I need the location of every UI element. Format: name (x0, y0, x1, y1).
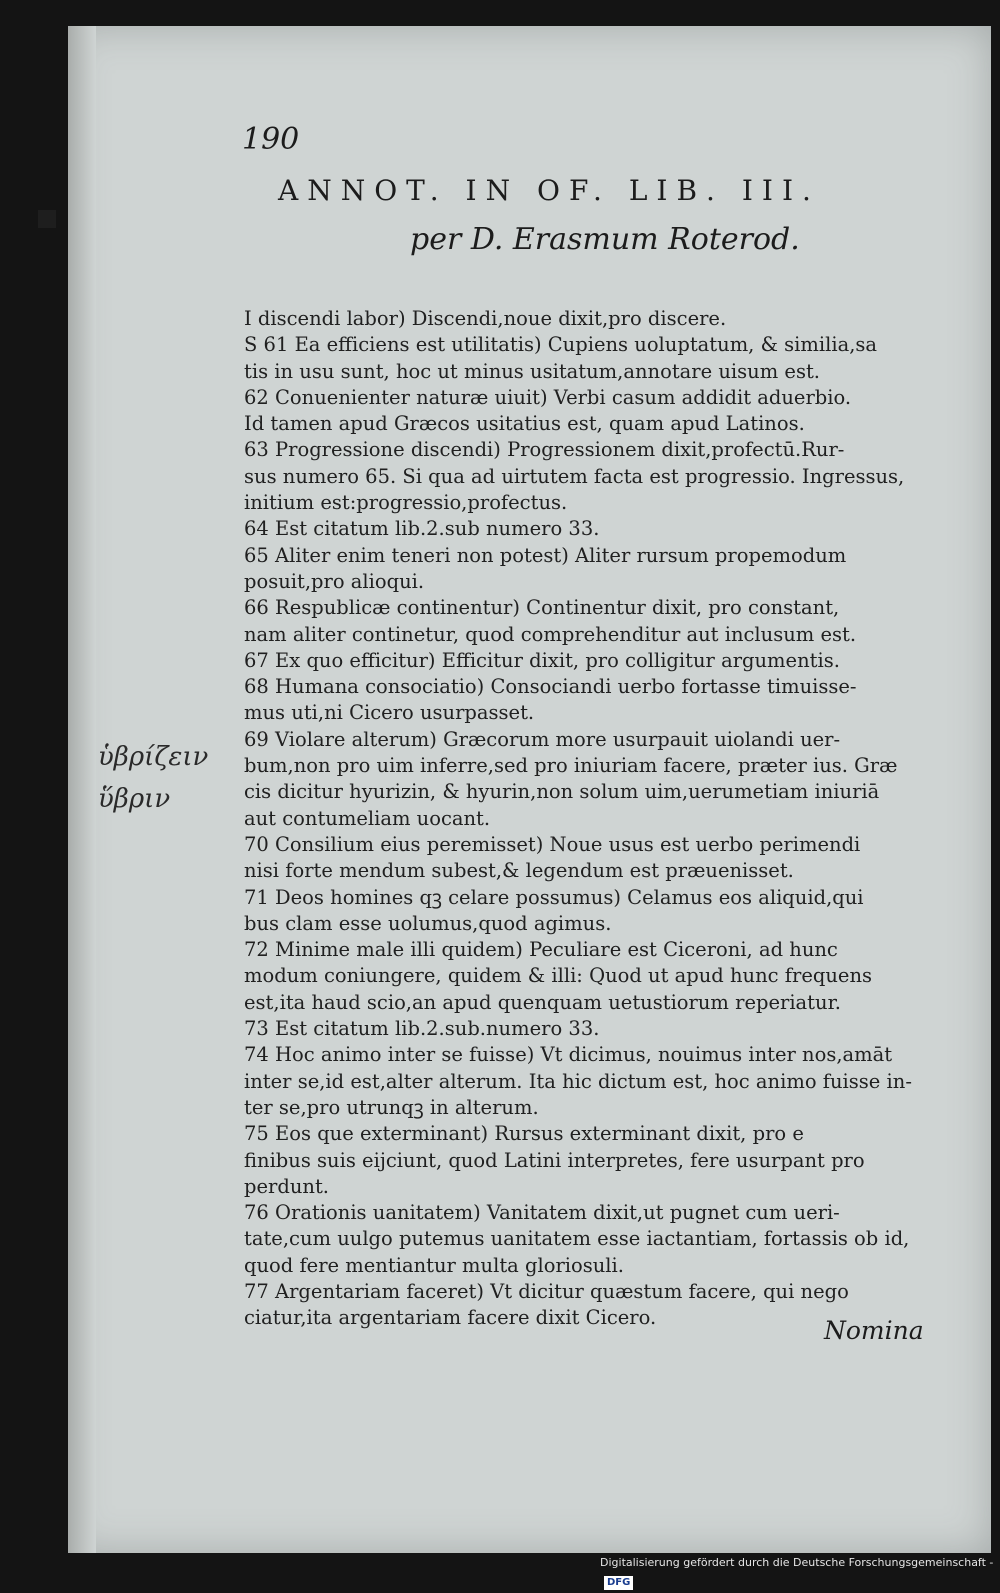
text-line: 65 Aliter enim teneri non potest) Aliter rursum propemodum (244, 543, 847, 567)
dfg-logo: DFG (604, 1576, 633, 1590)
text-line: 64 Est citatum lib.2.sub numero 33. (244, 517, 600, 541)
text-line: 71 Deos homines qꝫ celare possumus) Celamus eos aliquid,qui (244, 885, 864, 909)
text-line: 69 Violare alterum) Græcorum more usurpauit uiolandi uer- (244, 727, 841, 751)
ink-mark (38, 210, 56, 228)
text-line: 74 Hoc animo inter se fuisse) Vt dicimus, nouimus inter nos,amāt (244, 1043, 893, 1067)
text-line: ter se,pro utrunqꝫ in alterum. (244, 1095, 539, 1119)
text-line: I discendi labor) Discendi,noue dixit,pro discere. (244, 307, 727, 330)
text-line: 73 Est citatum lib.2.sub.numero 33. (244, 1017, 600, 1041)
text-line: tate,cum uulgo putemus uanitatem esse iactantiam, fortassis ob id, (244, 1227, 910, 1251)
text-line: finibus suis eijciunt, quod Latini interpretes, fere usurpant pro (244, 1148, 865, 1172)
text-line: modum coniungere, quidem & illi: Quod ut apud hunc frequens (244, 964, 873, 988)
text-line: Id tamen apud Græcos usitatius est, quam apud Latinos. (244, 412, 805, 436)
digitization-footer (600, 1553, 1000, 1588)
text-line: cis dicitur hyurizin, & hyurin,non solum uim,uerumetiam iniuriā (244, 780, 880, 804)
text-line: 68 Humana consociatio) Consociandi uerbo fortasse timuisse- (244, 675, 857, 699)
text-line: inter se,id est,alter alterum. Ita hic dictum est, hoc animo fuisse in- (244, 1069, 912, 1093)
text-line: 63 Progressione discendi) Progressionem dixit,profectū.Rur- (244, 438, 845, 462)
book-page (68, 26, 991, 1553)
text-line: bus clam esse uolumus,quod agimus. (244, 911, 612, 935)
page-number: 190 (242, 122, 300, 157)
text-line: ciatur,ita argentariam facere dixit Cicero. (244, 1306, 657, 1330)
text-line: initium est:progressio,profectus. (244, 491, 568, 515)
footer-text: Digitalisierung gefördert durch die Deutsche Forschungsgemeinschaft - (600, 1556, 994, 1569)
text-line: perdunt. (244, 1174, 329, 1198)
running-head: ANNOT. IN OF. LIB. III. (278, 174, 820, 207)
text-line: 66 Respublicæ continentur) Continentur dixit, pro constant, (244, 596, 840, 620)
text-line: nisi forte mendum subest,& legendum est præuenisset. (244, 859, 794, 883)
text-line: 67 Ex quo efficitur) Efficitur dixit, pro colligitur argumentis. (244, 648, 840, 672)
page-gutter-shadow (68, 26, 96, 1553)
text-line: 77 Argentariam faceret) Vt dicitur quæstum facere, qui nego (244, 1279, 849, 1303)
text-line: 72 Minime male illi quidem) Peculiare est Ciceroni, ad hunc (244, 938, 838, 962)
text-line: bum,non pro uim inferre,sed pro iniuriam facere, præter ius. Græ (244, 754, 898, 778)
body-text (244, 306, 934, 1332)
text-line: est,ita haud scio,an apud quenquam uetustiorum reperiatur. (244, 990, 841, 1014)
marginal-note: ὕβριν (98, 784, 171, 814)
text-line: aut contumeliam uocant. (244, 806, 491, 830)
marginal-note: ὑβρίζειν (98, 742, 209, 772)
text-line: S 61 Ea efficiens est utilitatis) Cupiens uoluptatum, & similia,sa (244, 333, 878, 357)
text-line: 62 Conuenienter naturæ uiuit) Verbi casum addidit aduerbio. (244, 385, 852, 409)
text-line: sus numero 65. Si qua ad uirtutem facta est progressio. Ingressus, (244, 464, 905, 488)
text-line: tis in usu sunt, hoc ut minus usitatum,annotare uisum est. (244, 359, 821, 383)
text-line: 70 Consilium eius peremisset) Noue usus est uerbo perimendi (244, 832, 861, 856)
text-line: quod fere mentiantur multa gloriosuli. (244, 1253, 624, 1277)
text-line: 75 Eos que exterminant) Rursus exterminant dixit, pro e (244, 1122, 804, 1146)
text-line: nam aliter continetur, quod comprehenditur aut inclusum est. (244, 622, 857, 646)
subtitle: per D. Erasmum Roterod. (410, 222, 800, 257)
text-line: mus uti,ni Cicero usurpasset. (244, 701, 535, 725)
catchword: Nomina (824, 1316, 924, 1345)
text-line: posuit,pro alioqui. (244, 569, 425, 593)
text-line: 76 Orationis uanitatem) Vanitatem dixit,ut pugnet cum ueri- (244, 1201, 840, 1225)
